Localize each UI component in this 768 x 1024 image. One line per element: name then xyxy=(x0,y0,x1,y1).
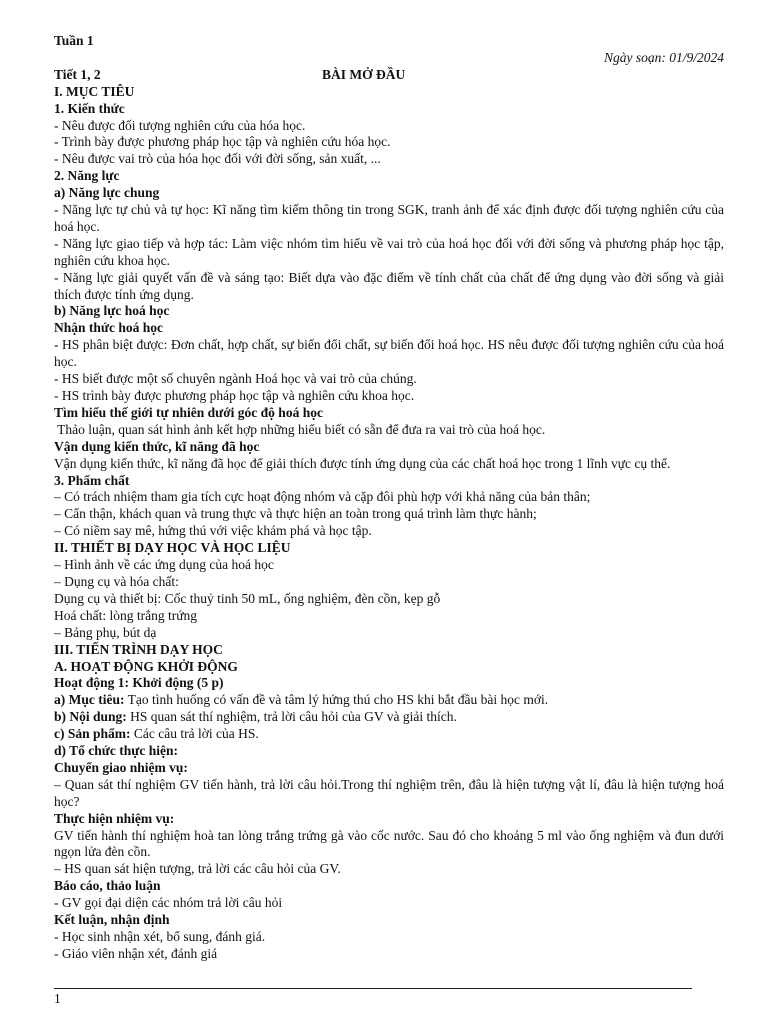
list-item: – Dụng cụ và hóa chất: xyxy=(54,573,179,589)
subsection-heading: Tìm hiểu thế giới tự nhiên dưới góc độ hoá học xyxy=(54,404,323,420)
list-item: – Có niềm say mê, hứng thú với việc khám phá và học tập. xyxy=(54,523,372,539)
goal-text: Tạo tình huống có vấn đề và tâm lý hứng thú cho HS khi bắt đầu bài học mới. xyxy=(124,692,549,708)
section-heading: III. TIẾN TRÌNH DẠY HỌC xyxy=(54,641,223,657)
list-item: – Hình ảnh về các ứng dụng của hoá học xyxy=(54,557,274,573)
paragraph: Vận dụng kiến thức, kĩ năng đã học để giải thích được tính ứng dụng của các chất hoá học trong 1 lĩnh vực cụ thể. xyxy=(54,455,671,471)
page-number: 1 xyxy=(54,991,61,1006)
list-item: - HS trình bày được phương pháp học tập và nghiên cứu khoa học. xyxy=(54,388,415,404)
list-item: - GV gọi đại diện các nhóm trả lời câu hỏi xyxy=(54,895,283,911)
subsection-heading: b) Năng lực hoá học xyxy=(54,303,170,319)
subsection-heading: 1. Kiến thức xyxy=(54,100,125,116)
list-item: Dụng cụ và thiết bị: Cốc thuỷ tinh 50 mL, ống nghiệm, đèn cồn, kẹp gỗ xyxy=(54,590,441,606)
step-heading: Chuyển giao nhiệm vụ: xyxy=(54,759,188,775)
list-item: – Có trách nhiệm tham gia tích cực hoạt động nhóm và cặp đôi phù hợp với khả năng của bản thân; xyxy=(54,489,591,505)
lesson-periods: Tiết 1, 2 xyxy=(54,66,101,82)
product-line xyxy=(54,726,724,743)
part-heading: A. HOẠT ĐỘNG KHỞI ĐỘNG xyxy=(54,658,238,674)
content-label: b) Nội dung: xyxy=(54,709,127,725)
step-heading: Kết luận, nhận định xyxy=(54,912,170,928)
goal-label: a) Mục tiêu: xyxy=(54,692,125,708)
subsection-heading: Vận dụng kiến thức, kĩ năng đã học xyxy=(54,438,260,454)
list-item: – Cẩn thận, khách quan và trung thực và thực hiện an toàn trong quá trình làm thực hành; xyxy=(54,506,537,522)
subsection-heading: d) Tổ chức thực hiện: xyxy=(54,743,178,759)
list-item: - Năng lực tự chủ và tự học: Kĩ năng tìm kiếm thông tin trong SGK, tranh ảnh để xác định được đối tượng nghiên cứu của hoá học. xyxy=(54,202,724,234)
footer-divider xyxy=(54,988,692,989)
subsection-heading: Nhận thức hoá học xyxy=(54,320,163,336)
content-text: HS quan sát thí nghiệm, trả lời câu hỏi của GV và giải thích. xyxy=(126,709,457,725)
prep-date: Ngày soạn: 01/9/2024 xyxy=(604,49,724,65)
subsection-heading: a) Năng lực chung xyxy=(54,185,160,201)
section-heading: II. THIẾT BỊ DẠY HỌC VÀ HỌC LIỆU xyxy=(54,540,291,556)
step-heading: Báo cáo, thảo luận xyxy=(54,878,161,894)
list-item: - Năng lực giao tiếp và hợp tác: Làm việc nhóm tìm hiểu về vai trò của hoá học đối với đời sống và phương pháp học tập, nghiên cứu khoa học. xyxy=(54,235,724,268)
section-heading: I. MỤC TIÊU xyxy=(54,83,135,99)
title-row xyxy=(54,67,724,84)
activity-heading: Hoạt động 1: Khởi động (5 p) xyxy=(54,675,224,691)
step-heading: Thực hiện nhiệm vụ: xyxy=(54,810,175,826)
subsection-heading: 3. Phẩm chất xyxy=(54,472,130,488)
product-text: Các câu trả lời của HS. xyxy=(130,726,259,742)
list-item: - HS phân biệt được: Đơn chất, hợp chất, sự biến đổi chất, sự biến đổi hoá học. HS nêu được đối tượng nghiên cứu của hoá học. xyxy=(54,337,724,370)
goal-line xyxy=(54,692,724,709)
list-item: – HS quan sát hiện tượng, trả lời các câu hỏi của GV. xyxy=(54,861,341,877)
document-body xyxy=(54,33,724,963)
lesson-title: BÀI MỞ ĐẦU xyxy=(322,66,406,82)
content-line xyxy=(54,709,724,726)
list-item: - HS biết được một số chuyên ngành Hoá học và vai trò của chúng. xyxy=(54,371,417,387)
paragraph: – Quan sát thí nghiệm GV tiến hành, trả lời câu hỏi.Trong thí nghiệm trên, đâu là hiện tượng vật lí, đâu là hiện tượng hoá học? xyxy=(54,776,724,809)
list-item: – Bảng phụ, bút dạ xyxy=(54,624,157,640)
list-item: Hoá chất: lòng trắng trứng xyxy=(54,607,198,623)
list-item: - Nêu được vai trò của hóa học đối với đời sống, sản xuất, ... xyxy=(54,151,381,167)
paragraph: Thảo luận, quan sát hình ảnh kết hợp những hiểu biết có sẵn để đưa ra vai trò của hoá học. xyxy=(54,421,546,437)
list-item: - Trình bày được phương pháp học tập và nghiên cứu hóa học. xyxy=(54,134,391,150)
list-item: - Nêu được đối tượng nghiên cứu của hóa học. xyxy=(54,117,306,133)
list-item: - Học sinh nhận xét, bổ sung, đánh giá. xyxy=(54,929,266,945)
paragraph: GV tiến hành thí nghiệm hoà tan lòng trắng trứng gà vào cốc nước. Sau đó cho khoảng 5 ml vào ống nghiệm và đun dưới ngọn lửa đèn cồn. xyxy=(54,827,724,860)
list-item: - Giáo viên nhận xét, đánh giá xyxy=(54,945,218,961)
list-item: - Năng lực giải quyết vấn đề và sáng tạo: Biết dựa vào đặc điểm về tính chất của chất để ứng dụng vào đời sống và giải thích được tính ứng dụng. xyxy=(54,269,724,302)
subsection-heading: 2. Năng lực xyxy=(54,168,120,184)
product-label: c) Sản phẩm: xyxy=(54,726,131,742)
week-label: Tuần 1 xyxy=(54,33,94,48)
